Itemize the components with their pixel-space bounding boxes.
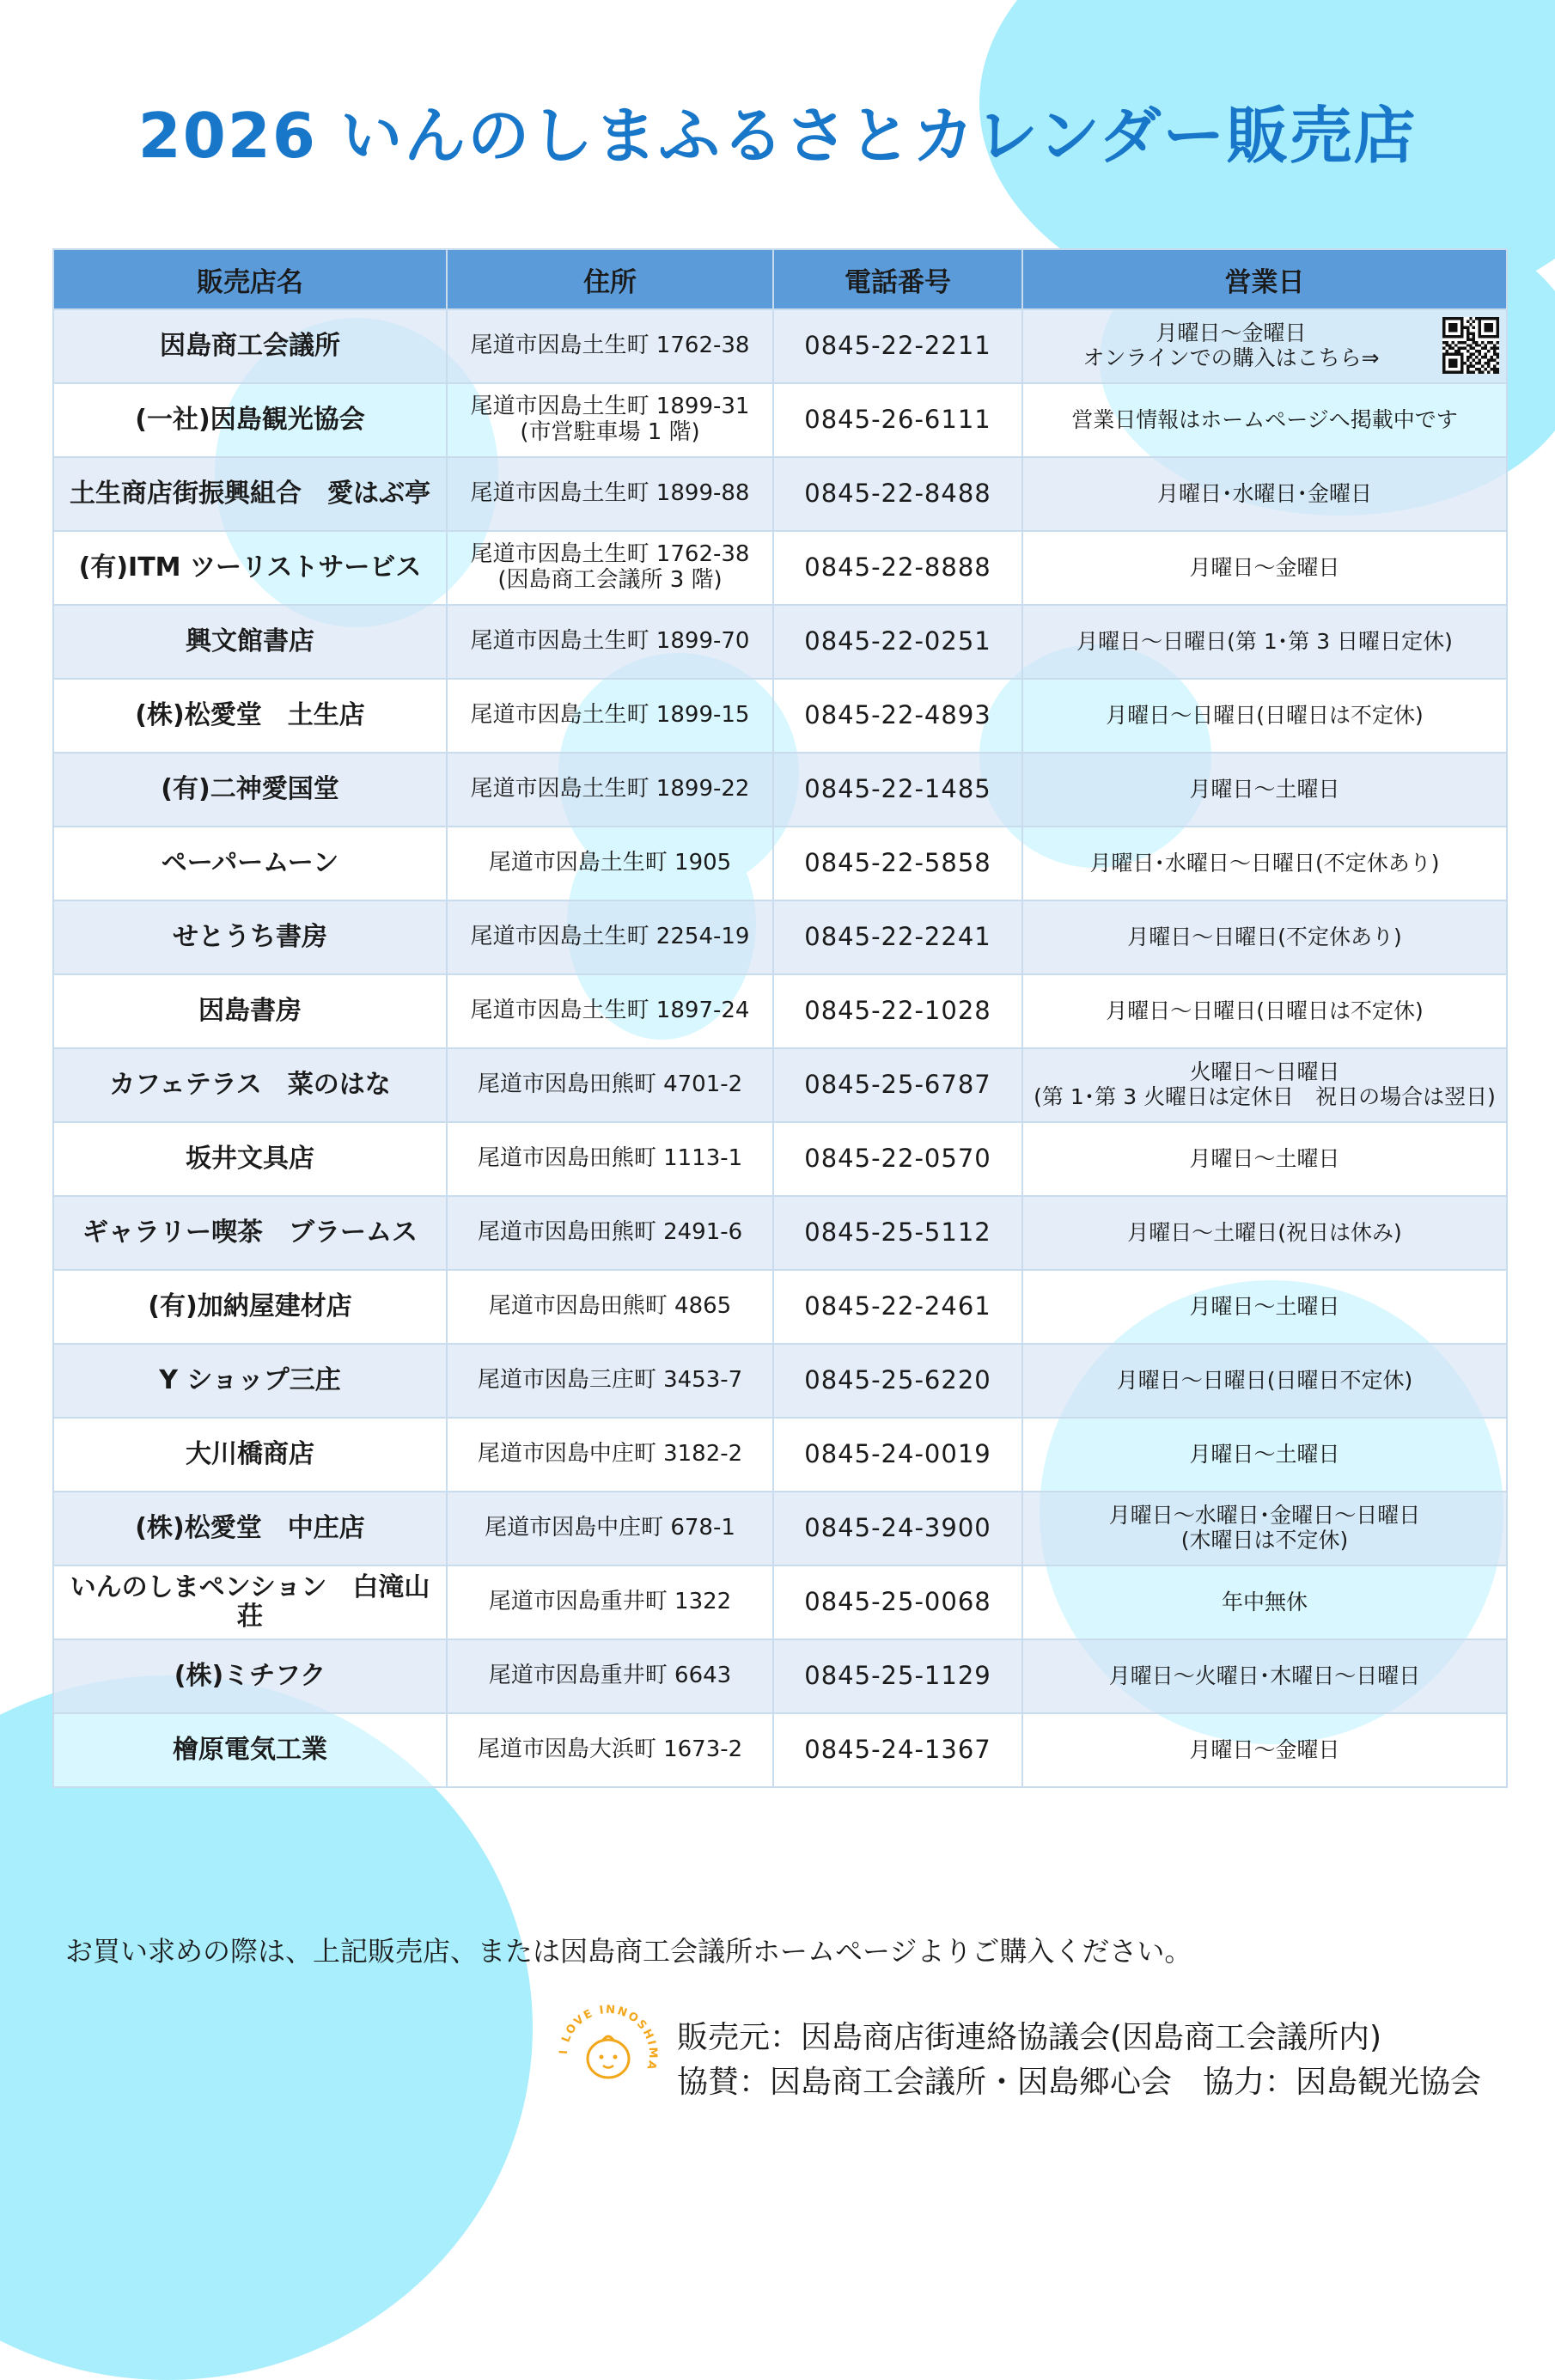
qr-code-icon[interactable] <box>1442 317 1499 374</box>
table-row <box>53 1418 1507 1492</box>
row-days-note: (第 1･第 3 火曜日は定休日 祝日の場合は翌日) <box>1034 1084 1496 1109</box>
row-shop-name: Y ショップ三庄 <box>53 1344 447 1418</box>
row-shop-name: (株)松愛堂 中庄店 <box>53 1492 447 1565</box>
row-phone: 0845-22-1028 <box>773 974 1022 1048</box>
row-days-cell <box>1022 1713 1507 1787</box>
row-days-cell <box>1022 974 1507 1048</box>
row-address-cell <box>447 309 773 383</box>
table-row <box>53 1639 1507 1713</box>
table-row <box>53 605 1507 679</box>
row-address-cell <box>447 900 773 974</box>
row-address-cell <box>447 1639 773 1713</box>
row-shop-name: いんのしまペンション 白滝山荘 <box>53 1565 447 1639</box>
row-address: 尾道市因島土生町 1899-15 <box>470 702 750 729</box>
row-phone: 0845-25-1129 <box>773 1639 1022 1713</box>
row-phone: 0845-22-0570 <box>773 1122 1022 1196</box>
row-address: 尾道市因島田熊町 2491-6 <box>477 1219 743 1246</box>
row-phone: 0845-24-0019 <box>773 1418 1022 1492</box>
row-days-cell <box>1022 457 1507 531</box>
row-address: 尾道市因島土生町 1762-38 <box>470 333 750 359</box>
row-address: 尾道市因島田熊町 4865 <box>488 1293 732 1320</box>
row-address-note: (市営駐車場 1 階) <box>520 419 700 445</box>
row-days-cell <box>1022 1492 1507 1565</box>
row-address-cell <box>447 1048 773 1122</box>
row-days-cell <box>1022 679 1507 753</box>
table-row <box>53 1344 1507 1418</box>
row-shop-name: 坂井文具店 <box>53 1122 447 1196</box>
row-address-cell <box>447 457 773 531</box>
row-days-cell <box>1022 1344 1507 1418</box>
row-address: 尾道市因島中庄町 678-1 <box>485 1515 735 1541</box>
row-shop-name: (有)加納屋建材店 <box>53 1270 447 1344</box>
row-days-cell <box>1022 1196 1507 1270</box>
row-shop-name: (一社)因島観光協会 <box>53 383 447 457</box>
row-phone: 0845-25-5112 <box>773 1196 1022 1270</box>
table-row <box>53 1565 1507 1639</box>
table-row <box>53 1270 1507 1344</box>
row-days: 月曜日･水曜日～日曜日(不定休あり) <box>1089 850 1440 876</box>
row-days: 月曜日～土曜日 <box>1189 1145 1340 1171</box>
row-days-cell <box>1022 383 1507 457</box>
row-days: 月曜日･水曜日･金曜日 <box>1156 480 1372 506</box>
row-phone: 0845-22-8488 <box>773 457 1022 531</box>
row-address: 尾道市因島中庄町 3182-2 <box>477 1441 743 1468</box>
row-address-cell <box>447 827 773 900</box>
table-body <box>53 309 1507 1787</box>
row-address: 尾道市因島土生町 1899-31 <box>470 394 750 420</box>
row-shop-name: せとうち書房 <box>53 900 447 974</box>
row-address: 尾道市因島土生町 1899-70 <box>470 628 750 655</box>
row-days-note: (木曜日は不定休) <box>1180 1528 1349 1553</box>
row-address-cell <box>447 1713 773 1787</box>
mascot-logo <box>554 2000 662 2108</box>
purchase-note: お買い求めの際は、上記販売店、または因島商工会議所ホームページよりご購入ください。 <box>65 1935 1192 1968</box>
row-days-cell <box>1022 309 1507 383</box>
row-phone: 0845-22-5858 <box>773 827 1022 900</box>
table-row <box>53 383 1507 457</box>
row-days: 月曜日～日曜日(日曜日は不定休) <box>1106 998 1424 1023</box>
row-days: 月曜日～金曜日 <box>1189 1736 1340 1762</box>
row-address: 尾道市因島三庄町 3453-7 <box>477 1367 743 1394</box>
row-days: 年中無休 <box>1221 1589 1308 1614</box>
row-phone: 0845-26-6111 <box>773 383 1022 457</box>
row-shop-name: (株)ミチフク <box>53 1639 447 1713</box>
row-phone: 0845-25-6787 <box>773 1048 1022 1122</box>
row-address-cell <box>447 383 773 457</box>
row-days-cell <box>1022 1565 1507 1639</box>
row-phone: 0845-22-1485 <box>773 753 1022 827</box>
row-phone: 0845-25-6220 <box>773 1344 1022 1418</box>
row-days-cell <box>1022 753 1507 827</box>
row-days-cell <box>1022 1418 1507 1492</box>
row-address: 尾道市因島土生町 1897-24 <box>470 998 750 1024</box>
credits <box>677 2016 1481 2105</box>
row-address-cell <box>447 1492 773 1565</box>
table-header-row <box>53 249 1507 309</box>
row-days: 月曜日～土曜日 <box>1189 1293 1340 1319</box>
table-row <box>53 679 1507 753</box>
row-days-cell <box>1022 1122 1507 1196</box>
table-row <box>53 531 1507 605</box>
mascot-logo-text: I LOVE INNOSHIMA <box>557 2003 660 2073</box>
row-days: 月曜日～日曜日(日曜日不定休) <box>1116 1367 1413 1393</box>
row-days: 火曜日～日曜日 <box>1189 1059 1340 1085</box>
table-row <box>53 753 1507 827</box>
row-days-cell <box>1022 1048 1507 1122</box>
row-address-cell <box>447 1122 773 1196</box>
row-address: 尾道市因島土生町 1762-38 <box>470 541 750 568</box>
table-row <box>53 1196 1507 1270</box>
row-address-cell <box>447 531 773 605</box>
row-phone: 0845-24-3900 <box>773 1492 1022 1565</box>
row-days-cell <box>1022 605 1507 679</box>
shop-table <box>52 248 1508 1788</box>
row-address: 尾道市因島大浜町 1673-2 <box>477 1736 743 1763</box>
row-shop-name: 檜原電気工業 <box>53 1713 447 1787</box>
row-phone: 0845-22-2211 <box>773 309 1022 383</box>
row-shop-name: ギャラリー喫茶 ブラームス <box>53 1196 447 1270</box>
row-days: 月曜日～火曜日･木曜日～日曜日 <box>1108 1663 1421 1688</box>
row-days-cell <box>1022 1639 1507 1713</box>
row-days: 月曜日～土曜日 <box>1189 1441 1340 1467</box>
table-row <box>53 1122 1507 1196</box>
table-row <box>53 1713 1507 1787</box>
row-shop-name: 興文館書店 <box>53 605 447 679</box>
row-shop-name: 因島書房 <box>53 974 447 1048</box>
row-phone: 0845-22-8888 <box>773 531 1022 605</box>
row-days: 月曜日～金曜日 <box>1156 320 1307 346</box>
row-shop-name: (有)ITM ツーリストサービス <box>53 531 447 605</box>
row-days-cell <box>1022 1270 1507 1344</box>
row-address: 尾道市因島土生町 1905 <box>488 850 732 876</box>
row-address-cell <box>447 1344 773 1418</box>
row-address: 尾道市因島土生町 2254-19 <box>470 924 750 950</box>
row-address-cell <box>447 753 773 827</box>
row-address-cell <box>447 605 773 679</box>
table-row <box>53 457 1507 531</box>
row-days: 月曜日～日曜日(日曜日は不定休) <box>1106 702 1424 728</box>
row-days-cell <box>1022 827 1507 900</box>
row-shop-name: (有)二神愛国堂 <box>53 753 447 827</box>
row-address-cell <box>447 1565 773 1639</box>
row-phone: 0845-24-1367 <box>773 1713 1022 1787</box>
table-row <box>53 827 1507 900</box>
row-shop-name: ペーパームーン <box>53 827 447 900</box>
row-shop-name: 因島商工会議所 <box>53 309 447 383</box>
row-shop-name: カフェテラス 菜のはな <box>53 1048 447 1122</box>
row-address: 尾道市因島土生町 1899-88 <box>470 480 750 507</box>
row-days-note: オンラインでの購入はこちら⇒ <box>1082 345 1380 370</box>
row-phone: 0845-22-4893 <box>773 679 1022 753</box>
row-phone: 0845-22-2461 <box>773 1270 1022 1344</box>
page-title: 2026 いんのしまふるさとカレンダー販売店 <box>137 100 1418 172</box>
row-phone: 0845-25-0068 <box>773 1565 1022 1639</box>
row-address-cell <box>447 1270 773 1344</box>
row-shop-name: 大川橋商店 <box>53 1418 447 1492</box>
publisher-credit: 販売元：因島商店街連絡協議会(因島商工会議所内) <box>677 2020 1382 2055</box>
row-phone: 0845-22-2241 <box>773 900 1022 974</box>
column-header-phone: 電話番号 <box>773 249 1022 309</box>
row-days: 月曜日～土曜日 <box>1189 776 1340 802</box>
row-address-cell <box>447 679 773 753</box>
table-row <box>53 309 1507 383</box>
row-days-cell <box>1022 900 1507 974</box>
sponsor-credit: 協賛：因島商工会議所・因島郷心会 協力：因島観光協会 <box>677 2065 1482 2101</box>
row-days: 月曜日～日曜日(第 1･第 3 日曜日定休) <box>1076 628 1453 654</box>
row-address: 尾道市因島田熊町 4701-2 <box>477 1071 743 1098</box>
row-address-note: (因島商工会議所 3 階) <box>497 567 723 593</box>
row-shop-name: 土生商店街振興組合 愛はぶ亭 <box>53 457 447 531</box>
row-days: 月曜日～土曜日(祝日は休み) <box>1127 1219 1402 1245</box>
row-days: 月曜日～水曜日･金曜日～日曜日 <box>1108 1503 1421 1529</box>
row-days: 営業日情報はホームページへ掲載中です <box>1071 406 1458 432</box>
row-days: 月曜日～金曜日 <box>1189 554 1340 580</box>
row-address: 尾道市因島重井町 6643 <box>488 1663 732 1689</box>
table-row <box>53 900 1507 974</box>
row-days-cell <box>1022 531 1507 605</box>
table-row <box>53 1048 1507 1122</box>
row-shop-name: (株)松愛堂 土生店 <box>53 679 447 753</box>
column-header-name: 販売店名 <box>53 249 447 309</box>
row-phone: 0845-22-0251 <box>773 605 1022 679</box>
table-row <box>53 1492 1507 1565</box>
row-address: 尾道市因島田熊町 1113-1 <box>477 1145 743 1172</box>
row-address: 尾道市因島土生町 1899-22 <box>470 776 750 802</box>
row-address-cell <box>447 974 773 1048</box>
column-header-address: 住所 <box>447 249 773 309</box>
row-address: 尾道市因島重井町 1322 <box>488 1589 732 1615</box>
column-header-days: 営業日 <box>1022 249 1507 309</box>
row-address-cell <box>447 1418 773 1492</box>
row-address-cell <box>447 1196 773 1270</box>
table-row <box>53 974 1507 1048</box>
row-days: 月曜日～日曜日(不定休あり) <box>1127 924 1402 949</box>
